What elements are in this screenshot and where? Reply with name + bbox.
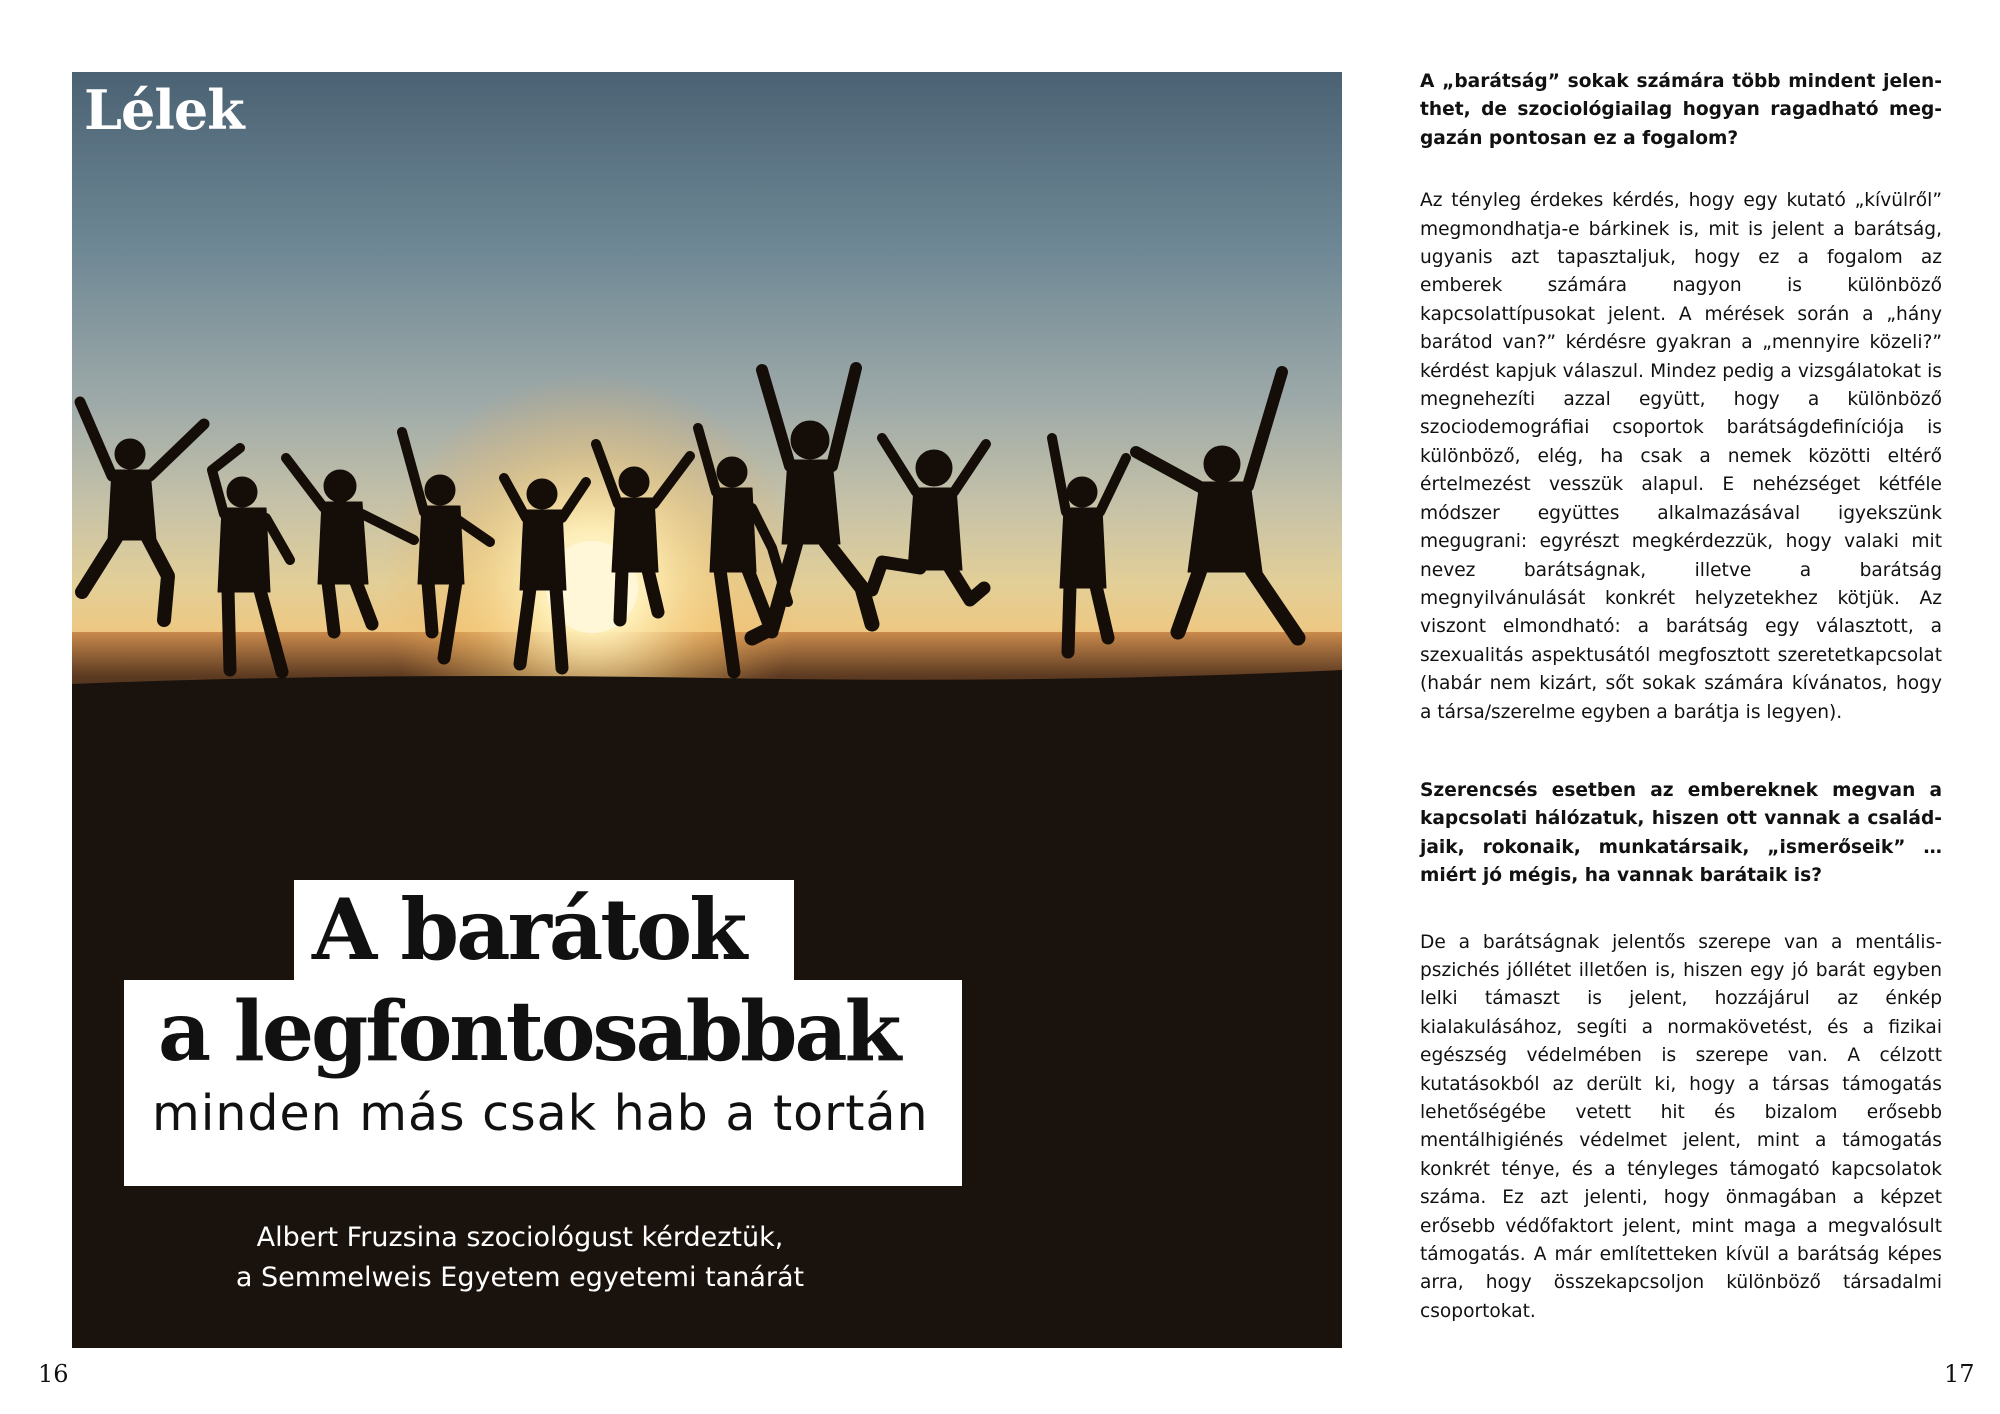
question-2: Szerencsés esetben az embereknek megvan a kapcsolati hálózatuk, hiszen ott vannak a családjaik, rokonaik, munkatársaik, „ismerőseik” … miért jó mégis, ha vannak barátaik is? bbox=[1420, 779, 1942, 887]
question-1: A „barátság” sokak számára több mindent jelenthet, de szociológiailag hogyan ragadható meggazán pontosan ez a fogalom? bbox=[1420, 71, 1942, 149]
title-box-top bbox=[294, 880, 794, 980]
answer-1: Az tényleg érdekes kérdés, hogy egy kutató „kívülről” megmondhatja-e bárkinek is, mit is jelent a barátság, ugyanis azt tapasztaljuk, hogy ez a fogalom az emberek számára nagyon is különböző kapcsolattípusokat jelent. A mérések során a „hány barátod van?” kérdésre gyakran a „mennyire közeli?” kérdést kapjuk válaszul. Mindez pedig a vizsgálatokat is megnehezíti azzal együtt, hogy a különböző szociodemográfiai csoportok barátságdefiníciója is különböző, elég, ha csak a nemek közötti eltérő értelmezést vesszük alapul. E nehézséget kétféle módszer együttes alkalmazásával igyekszünk megugrani: egyrészt megkérdezzük, hogy valaki mit nevez barátságnak, illetve a barátság megnyilvánulását konkrét helyzetekhez kötjük. Az viszont elmondható: a barátság egy választott, a szexualitás aspektusától megfosztott szeretetkapcsolat (habár nem kizárt, sőt sokak számára kívánatos, hogy a társa/szerelme egyben a barátja is legyen). bbox=[1420, 190, 1942, 723]
jumper-1 bbox=[80, 402, 204, 620]
interview-column bbox=[1420, 68, 1942, 1326]
jumper-10 bbox=[1052, 438, 1126, 652]
title-box-bottom bbox=[124, 980, 962, 1186]
jumper-11 bbox=[1136, 372, 1298, 638]
jumper-9 bbox=[872, 438, 986, 600]
intro-line-2: a Semmelweis Egyetem egyetemi tanárát bbox=[235, 1262, 805, 1293]
answer-2: De a barátságnak jelentős szerepe van a mentális-pszichés jóllétet illetően is, hiszen egy jó barát egyben lelki támaszt is jelent, hozzájárul az énkép kialakulásához, segíti a normakövetést, és a fizikai egészség védelmében is szerepe van. A célzott kutatásokból az derült ki, hogy a társas támogatás lehetőségébe vetett hit és bizalom erősebb mentálhigiénés védelmet jelent, mint a támogatás konkrét ténye, és a tényleges támogató kapcsolatok száma. Ez azt jelenti, hogy önmagában a képzet erősebb védőfaktort jelent, mint maga a megvalósult támogatás. A már említetteken kívül a barátság képes arra, hogy összekapcsoljon különböző társadalmi csoportokat. bbox=[1420, 931, 1942, 1322]
headline-line-1: A barátok bbox=[312, 880, 745, 979]
intro-text bbox=[160, 1218, 880, 1298]
page-number-left: 16 bbox=[38, 1360, 69, 1388]
headline-line-2: a legfontosabbak bbox=[158, 984, 899, 1080]
page-number-right: 17 bbox=[1944, 1360, 1975, 1388]
intro-line-1: Albert Fruzsina szociológust kérdeztük, bbox=[256, 1222, 784, 1253]
headline-subtitle: minden más csak hab a tortán bbox=[152, 1085, 929, 1142]
section-label: Lélek bbox=[84, 78, 244, 142]
